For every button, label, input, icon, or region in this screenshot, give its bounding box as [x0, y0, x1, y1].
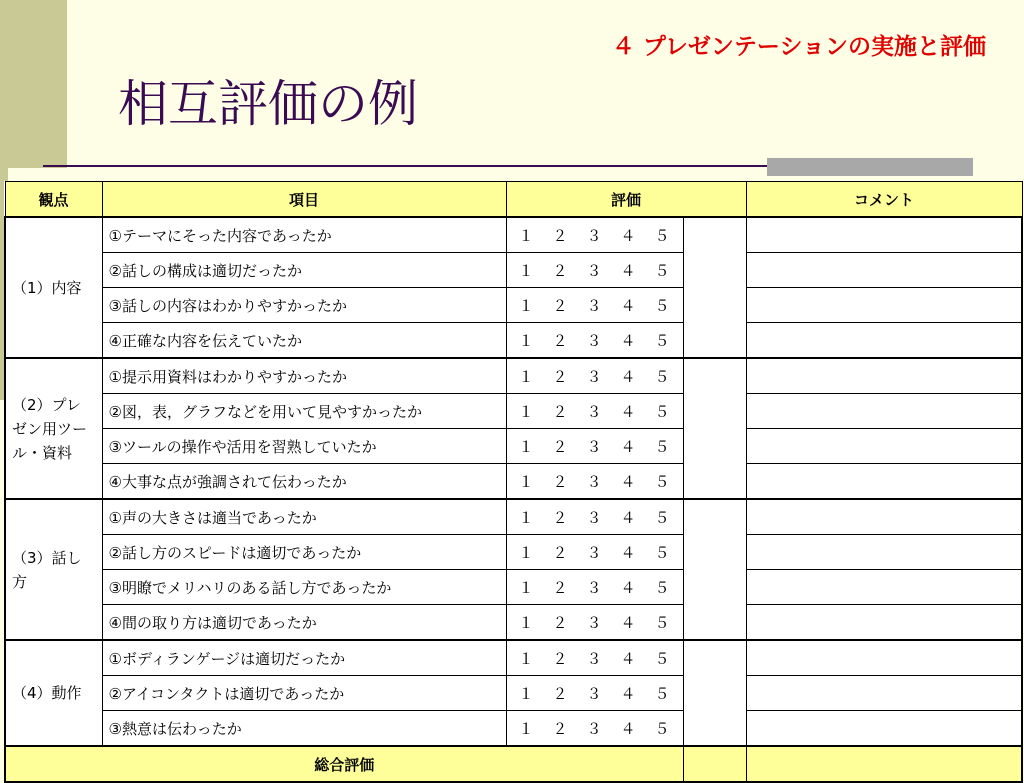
score-option[interactable]: ３	[586, 508, 602, 527]
group-2	[5, 358, 1022, 499]
score-option[interactable]: ３	[586, 226, 602, 245]
score-option[interactable]: １	[518, 649, 534, 668]
score-scale	[506, 676, 683, 711]
score-option[interactable]: ５	[654, 508, 670, 527]
item-cell: ②図，表，グラフなどを用いて見やすかったか	[102, 394, 506, 429]
score-scale	[506, 640, 683, 676]
viewpoint-cell: （2）プレゼン用ツール・資料	[5, 358, 102, 499]
table-row	[5, 464, 1022, 500]
score-option[interactable]: ３	[586, 684, 602, 703]
comment-cell[interactable]	[746, 394, 1022, 429]
slide-title: 相互評価の例	[118, 75, 418, 133]
score-option[interactable]: １	[518, 331, 534, 350]
table-row	[5, 429, 1022, 464]
score-option[interactable]: ４	[620, 613, 636, 632]
table-row	[5, 358, 1022, 394]
rating-blank-cell[interactable]	[683, 217, 746, 358]
score-option[interactable]: １	[518, 261, 534, 280]
score-option[interactable]: １	[518, 508, 534, 527]
item-cell: ③明瞭でメリハリのある話し方であったか	[102, 570, 506, 605]
score-option[interactable]: ３	[586, 543, 602, 562]
score-option[interactable]: ４	[620, 472, 636, 491]
score-option[interactable]: ４	[620, 226, 636, 245]
score-option[interactable]: ５	[654, 613, 670, 632]
score-scale	[506, 323, 683, 359]
comment-cell[interactable]	[746, 358, 1022, 394]
item-cell: ①テーマにそった内容であったか	[102, 217, 506, 253]
score-option[interactable]: ５	[654, 437, 670, 456]
score-option[interactable]: ３	[586, 719, 602, 738]
score-scale	[506, 605, 683, 641]
score-option[interactable]: ３	[586, 437, 602, 456]
score-option[interactable]: ２	[552, 543, 568, 562]
score-scale	[506, 499, 683, 535]
item-cell: ①ボディランゲージは適切だったか	[102, 640, 506, 676]
table-row	[5, 711, 1022, 747]
score-option[interactable]: ４	[620, 508, 636, 527]
item-cell: ③ツールの操作や活用を習熟していたか	[102, 429, 506, 464]
score-scale	[506, 535, 683, 570]
table-row	[5, 535, 1022, 570]
score-option[interactable]: ３	[586, 472, 602, 491]
table-row	[5, 394, 1022, 429]
score-option[interactable]: １	[518, 472, 534, 491]
score-option[interactable]: ４	[620, 437, 636, 456]
score-option[interactable]: ３	[586, 578, 602, 597]
comment-cell[interactable]	[746, 288, 1022, 323]
group-4	[5, 640, 1022, 746]
score-scale	[506, 217, 683, 253]
score-scale	[506, 288, 683, 323]
header-item: 項目	[102, 182, 506, 218]
evaluation-table	[4, 181, 1023, 783]
score-option[interactable]: ３	[586, 649, 602, 668]
header-rating: 評価	[506, 182, 746, 218]
table-row	[5, 499, 1022, 535]
score-option[interactable]: ２	[552, 437, 568, 456]
score-option[interactable]: ３	[586, 261, 602, 280]
score-option[interactable]: １	[518, 613, 534, 632]
score-scale	[506, 711, 683, 747]
comment-cell[interactable]	[746, 323, 1022, 359]
score-option[interactable]: ３	[586, 331, 602, 350]
total-rating-cell[interactable]	[683, 746, 746, 782]
score-option[interactable]: ２	[552, 578, 568, 597]
item-cell: ④正確な内容を伝えていたか	[102, 323, 506, 359]
comment-cell[interactable]	[746, 499, 1022, 535]
score-option[interactable]: ４	[620, 649, 636, 668]
score-option[interactable]: ５	[654, 578, 670, 597]
decorative-band	[0, 0, 67, 168]
score-option[interactable]: ２	[552, 296, 568, 315]
comment-cell[interactable]	[746, 429, 1022, 464]
comment-cell[interactable]	[746, 711, 1022, 747]
score-scale	[506, 358, 683, 394]
comment-cell[interactable]	[746, 253, 1022, 288]
score-option[interactable]: ３	[586, 613, 602, 632]
header-comment: コメント	[746, 182, 1022, 218]
score-option[interactable]: ５	[654, 402, 670, 421]
table-row	[5, 570, 1022, 605]
item-cell: ④間の取り方は適切であったか	[102, 605, 506, 641]
score-option[interactable]: ２	[552, 331, 568, 350]
score-option[interactable]: ２	[552, 472, 568, 491]
score-option[interactable]: １	[518, 367, 534, 386]
viewpoint-cell: （1）内容	[5, 217, 102, 358]
score-option[interactable]: ４	[620, 296, 636, 315]
score-option[interactable]: ５	[654, 367, 670, 386]
score-option[interactable]: ２	[552, 684, 568, 703]
score-scale	[506, 394, 683, 429]
table-row	[5, 323, 1022, 359]
score-option[interactable]: ４	[620, 543, 636, 562]
score-option[interactable]: ２	[552, 613, 568, 632]
score-option[interactable]: １	[518, 684, 534, 703]
comment-cell[interactable]	[746, 605, 1022, 641]
score-option[interactable]: ４	[620, 261, 636, 280]
comment-cell[interactable]	[746, 464, 1022, 500]
item-cell: ②アイコンタクトは適切であったか	[102, 676, 506, 711]
item-cell: ②話し方のスピードは適切であったか	[102, 535, 506, 570]
comment-cell[interactable]	[746, 535, 1022, 570]
comment-cell[interactable]	[746, 676, 1022, 711]
score-option[interactable]: ３	[586, 367, 602, 386]
score-option[interactable]: ２	[552, 508, 568, 527]
score-option[interactable]: １	[518, 578, 534, 597]
score-option[interactable]: ５	[654, 649, 670, 668]
score-option[interactable]: ２	[552, 649, 568, 668]
total-comment-cell[interactable]	[746, 746, 1022, 782]
item-cell: ③熱意は伝わったか	[102, 711, 506, 747]
item-cell: ③話しの内容はわかりやすかったか	[102, 288, 506, 323]
item-cell: ②話しの構成は適切だったか	[102, 253, 506, 288]
score-option[interactable]: １	[518, 543, 534, 562]
score-scale	[506, 429, 683, 464]
item-cell: ①声の大きさは適当であったか	[102, 499, 506, 535]
score-option[interactable]: １	[518, 719, 534, 738]
comment-cell[interactable]	[746, 570, 1022, 605]
table-row	[5, 253, 1022, 288]
score-option[interactable]: ５	[654, 472, 670, 491]
score-option[interactable]: ５	[654, 719, 670, 738]
score-option[interactable]: ５	[654, 226, 670, 245]
score-option[interactable]: ４	[620, 578, 636, 597]
score-option[interactable]: １	[518, 437, 534, 456]
viewpoint-cell: （3）話し方	[5, 499, 102, 640]
table-row	[5, 640, 1022, 676]
score-option[interactable]: ２	[552, 719, 568, 738]
score-option[interactable]: ２	[552, 261, 568, 280]
total-label: 総合評価	[5, 746, 683, 782]
score-scale	[506, 570, 683, 605]
header-viewpoint: 観点	[5, 182, 102, 218]
score-scale	[506, 464, 683, 500]
table-row	[5, 288, 1022, 323]
score-option[interactable]: ４	[620, 719, 636, 738]
score-option[interactable]: ２	[552, 226, 568, 245]
table-row	[5, 605, 1022, 641]
score-scale	[506, 253, 683, 288]
rating-blank-cell[interactable]	[683, 499, 746, 640]
group-1	[5, 217, 1022, 358]
score-option[interactable]: ４	[620, 331, 636, 350]
rating-blank-cell[interactable]	[683, 358, 746, 499]
group-3	[5, 499, 1022, 640]
rating-blank-cell[interactable]	[683, 640, 746, 746]
table-row	[5, 217, 1022, 253]
score-option[interactable]: ５	[654, 296, 670, 315]
header-row	[5, 182, 1022, 218]
item-cell: ④大事な点が強調されて伝わったか	[102, 464, 506, 500]
score-option[interactable]: ５	[654, 261, 670, 280]
score-option[interactable]: ４	[620, 684, 636, 703]
comment-cell[interactable]	[746, 640, 1022, 676]
score-option[interactable]: ３	[586, 296, 602, 315]
score-option[interactable]: ２	[552, 402, 568, 421]
score-option[interactable]: ４	[620, 367, 636, 386]
table-row	[5, 676, 1022, 711]
score-option[interactable]: ５	[654, 331, 670, 350]
score-option[interactable]: １	[518, 402, 534, 421]
viewpoint-cell: （4）動作	[5, 640, 102, 746]
item-cell: ①提示用資料はわかりやすかったか	[102, 358, 506, 394]
score-option[interactable]: １	[518, 296, 534, 315]
score-option[interactable]: ５	[654, 543, 670, 562]
score-option[interactable]: ３	[586, 402, 602, 421]
slide-subtitle: ４ プレゼンテーションの実施と評価	[611, 34, 986, 60]
decorative-bar	[767, 158, 973, 176]
score-option[interactable]: ４	[620, 402, 636, 421]
total-row	[5, 746, 1022, 782]
score-option[interactable]: ５	[654, 684, 670, 703]
comment-cell[interactable]	[746, 217, 1022, 253]
score-option[interactable]: １	[518, 226, 534, 245]
score-option[interactable]: ２	[552, 367, 568, 386]
